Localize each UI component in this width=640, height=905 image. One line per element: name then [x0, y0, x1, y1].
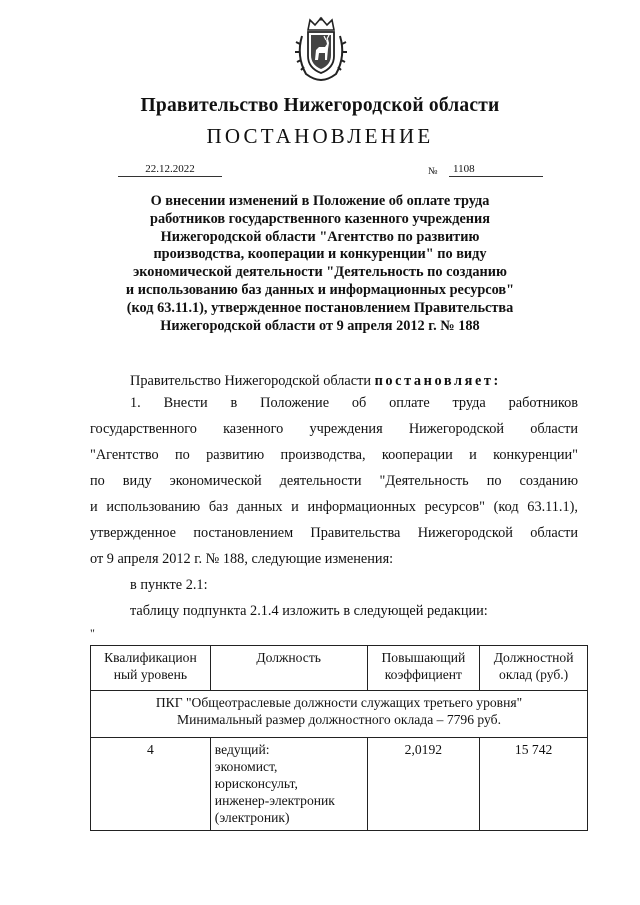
number-label: № [428, 166, 438, 177]
intro-text: Правительство Нижегородской области [130, 373, 371, 389]
header-level: Квалификацион ный уровень [91, 646, 211, 691]
group-title: ПКГ "Общеотраслевые должности служащих третьего уровня" [155, 695, 523, 710]
title-line: Нижегородской области "Агентство по развитию [160, 228, 480, 245]
title-line: экономической деятельности "Деятельность по созданию [133, 264, 507, 281]
item-1-paragraph [90, 390, 578, 572]
opening-quote: " [90, 626, 95, 640]
title-line: производства, кооперации и конкуренции" по виду [153, 246, 487, 263]
table-group-row [91, 691, 588, 738]
position-line: ведущий: [214, 742, 270, 757]
cell-positions [210, 738, 367, 831]
cell-coefficient: 2,0192 [367, 738, 480, 831]
cell-salary: 15 742 [480, 738, 588, 831]
group-cell [91, 691, 588, 738]
table-row [91, 738, 588, 831]
coat-of-arms-icon [294, 16, 348, 82]
item-1-line: по виду экономической деятельности "Деятельность по созданию [90, 473, 578, 489]
item-1-line: утвержденное постановлением Правительства Нижегородской области [90, 525, 578, 541]
subpoint-text: таблицу подпункта 2.1.4 изложить в следующей редакции: [130, 603, 488, 619]
title-line: и использованию баз данных и информационных ресурсов" [125, 281, 515, 298]
item-1-line: и использованию баз данных и информационных ресурсов" (код 63.11.1), [90, 499, 578, 515]
position-line: инженер-электроник [214, 793, 335, 808]
header-position: Должность [210, 646, 367, 691]
table-header-row [91, 646, 588, 691]
position-line: юрисконсульт, [214, 776, 298, 791]
item-1-line: от 9 апреля 2012 г. № 188, следующие изменения: [90, 551, 394, 567]
title-line: Нижегородской области от 9 апреля 2012 г. № 188 [160, 317, 480, 334]
title-line: (код 63.11.1), утвержденное постановлением Правительства [126, 299, 514, 316]
decree-title [90, 193, 550, 335]
cell-level: 4 [91, 738, 211, 831]
item-1-line: 1. Внести в Положение об оплате труда работников [130, 395, 578, 411]
title-line: О внесении изменений в Положение об оплате труда [150, 193, 490, 209]
item-1-line: "Агентство по развитию производства, кооперации и конкуренции" [90, 447, 578, 463]
position-line: экономист, [214, 759, 278, 774]
decree-date: 22.12.2022 [118, 163, 222, 177]
header-coefficient: Повышающий коэффициент [367, 646, 480, 691]
title-line: работников государственного казенного учреждения [150, 210, 490, 227]
header-salary: Должностной оклад (руб.) [480, 646, 588, 691]
salary-table [90, 645, 588, 831]
point-text: в пункте 2.1: [130, 577, 208, 593]
document-type: ПОСТАНОВЛЕНИЕ [206, 124, 434, 148]
decree-number: 1108 [449, 163, 543, 177]
group-min-salary: Минимальный размер должностного оклада – 7796 руб. [177, 712, 501, 727]
government-name: Правительство Нижегородской области [140, 95, 500, 116]
intro-resolves: постановляет: [374, 373, 501, 389]
position-line: (электроник) [214, 810, 290, 825]
item-1-line: государственного казенного учреждения Нижегородской области [90, 421, 578, 437]
